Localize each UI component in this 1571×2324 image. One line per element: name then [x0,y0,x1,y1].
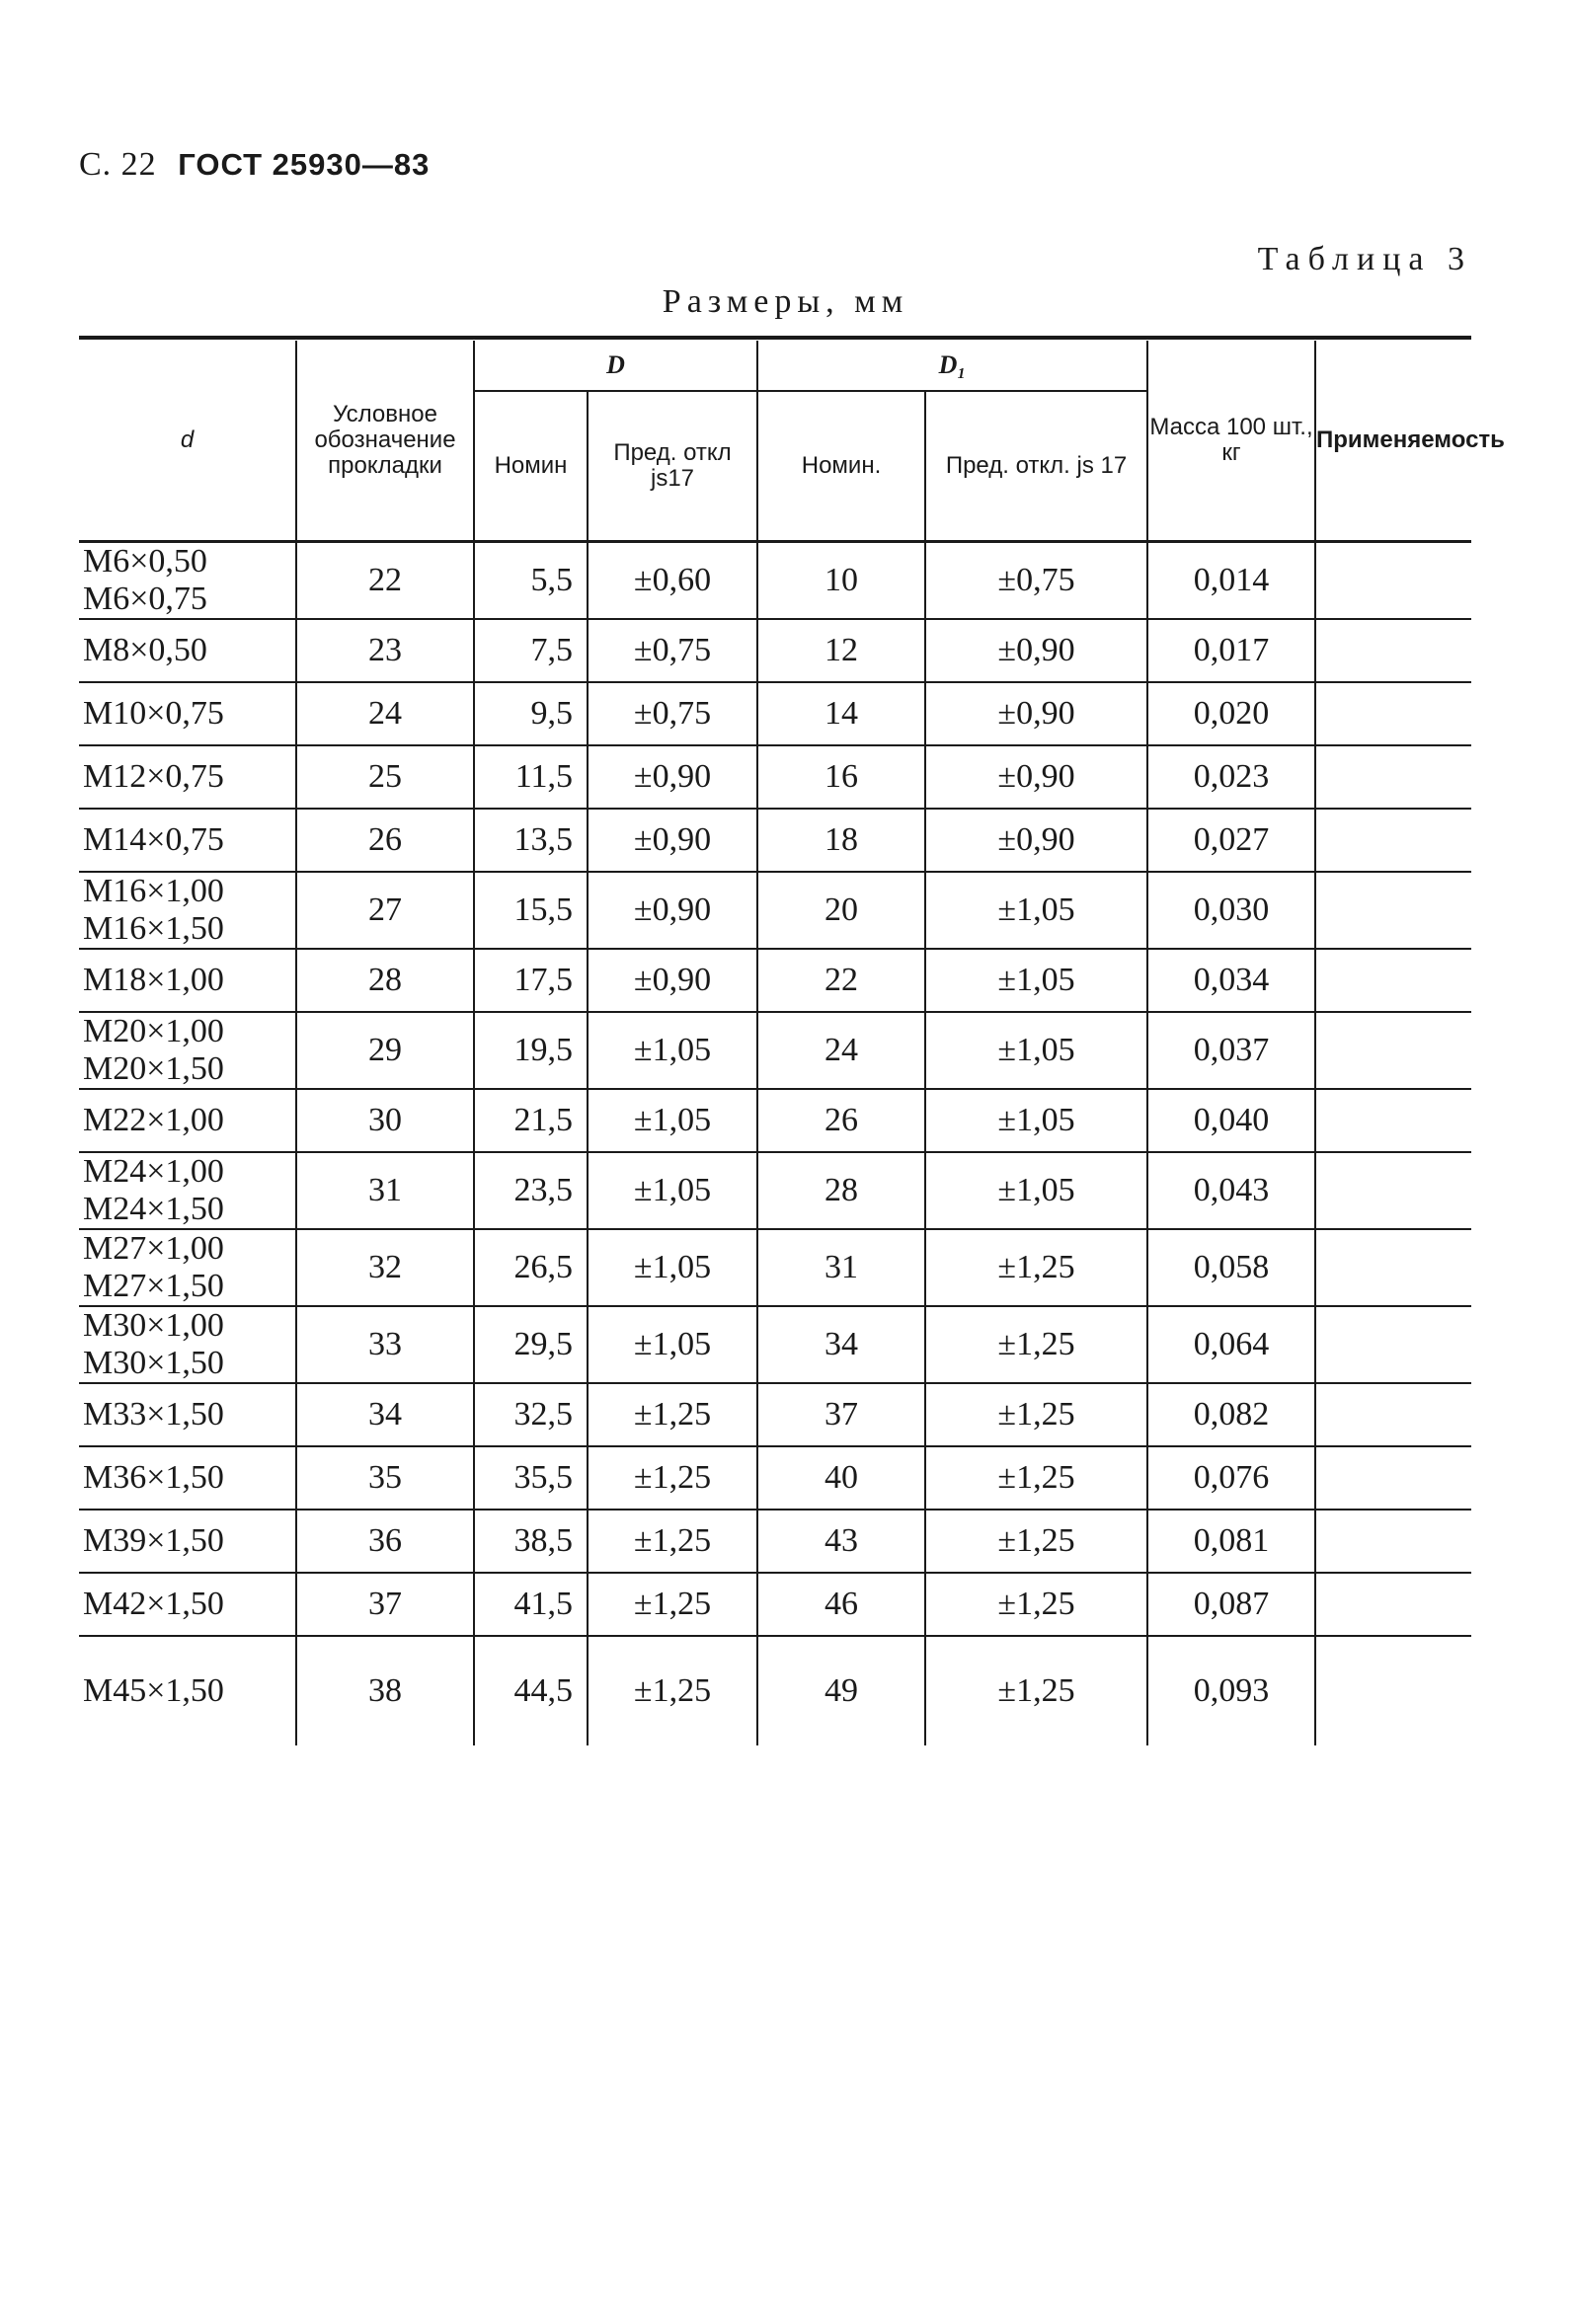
designation-cell: 29 [296,1012,474,1089]
D1-tolerance-cell: ±1,25 [925,1306,1147,1383]
designation-cell: 27 [296,872,474,949]
D-tolerance-cell: ±0,90 [588,949,757,1012]
col-D-group-header: D [474,341,757,391]
thread-size-cell [79,1446,296,1510]
thread-size: M20×1,00 [83,1013,224,1049]
designation-cell: 32 [296,1229,474,1306]
thread-size: M6×0,50 [83,543,207,580]
mass-cell: 0,037 [1147,1012,1315,1089]
designation-cell: 25 [296,745,474,809]
D1-nominal-cell: 26 [757,1089,925,1152]
page-header [79,146,430,184]
mass-cell: 0,087 [1147,1573,1315,1636]
mass-cell: 0,040 [1147,1089,1315,1152]
thread-size: M18×1,00 [83,962,224,998]
thread-size: M16×1,00 [83,873,224,909]
applicability-cell [1315,682,1471,745]
table-label: Таблица 3 [1257,241,1472,277]
thread-size-cell [79,949,296,1012]
col-D1-tolerance-header: Пред. откл. js 17 [925,391,1147,542]
thread-size-cell [79,1089,296,1152]
mass-cell: 0,093 [1147,1636,1315,1745]
D1-tolerance-cell: ±1,05 [925,872,1147,949]
table-row [79,1636,1471,1745]
applicability-cell [1315,745,1471,809]
table-row [79,682,1471,745]
D-tolerance-cell: ±1,05 [588,1229,757,1306]
D1-nominal-cell: 14 [757,682,925,745]
D-tolerance-cell: ±1,25 [588,1573,757,1636]
D-nominal-cell: 32,5 [474,1383,588,1446]
D-tolerance-cell: ±0,90 [588,872,757,949]
D1-tolerance-cell: ±0,90 [925,745,1147,809]
D1-tolerance-cell: ±1,05 [925,1012,1147,1089]
standard-number: ГОСТ 25930—83 [178,147,431,182]
table-row [79,1446,1471,1510]
D1-nominal-cell: 28 [757,1152,925,1229]
D-nominal-cell: 23,5 [474,1152,588,1229]
designation-cell: 35 [296,1446,474,1510]
applicability-cell [1315,542,1471,620]
applicability-cell [1315,1306,1471,1383]
table-row [79,542,1471,620]
designation-cell: 28 [296,949,474,1012]
thread-size: M12×0,75 [83,758,224,795]
D1-tolerance-cell: ±0,75 [925,542,1147,620]
mass-cell: 0,064 [1147,1306,1315,1383]
thread-size: M30×1,00 [83,1307,224,1344]
D1-tolerance-cell: ±1,25 [925,1383,1147,1446]
designation-cell: 33 [296,1306,474,1383]
D1-nominal-cell: 46 [757,1573,925,1636]
D1-nominal-cell: 10 [757,542,925,620]
mass-cell: 0,081 [1147,1510,1315,1573]
thread-size: M33×1,50 [83,1396,224,1433]
D-tolerance-cell: ±1,05 [588,1012,757,1089]
D1-nominal-cell: 16 [757,745,925,809]
D-tolerance-cell: ±1,05 [588,1089,757,1152]
D-tolerance-cell: ±0,90 [588,745,757,809]
thread-size: M27×1,50 [83,1268,224,1304]
applicability-cell [1315,1089,1471,1152]
designation-cell: 24 [296,682,474,745]
D1-nominal-cell: 40 [757,1446,925,1510]
thread-size: M10×0,75 [83,695,224,732]
thread-size: M6×0,75 [83,581,207,617]
D-nominal-cell: 21,5 [474,1089,588,1152]
col-applicability-header: Применяемость [1315,341,1471,542]
table-row [79,1229,1471,1306]
D-tolerance-cell: ±0,75 [588,682,757,745]
thread-size: M39×1,50 [83,1522,224,1559]
D1-nominal-cell: 34 [757,1306,925,1383]
thread-size: M30×1,50 [83,1345,224,1381]
D-tolerance-cell: ±1,05 [588,1152,757,1229]
D-nominal-cell: 5,5 [474,542,588,620]
thread-size-cell [79,809,296,872]
table-row [79,1012,1471,1089]
col-mass-header: Масса 100 шт., кг [1147,341,1315,542]
col-D-nominal-header: Номин [474,391,588,542]
D-nominal-cell: 7,5 [474,619,588,682]
D1-tolerance-cell: ±0,90 [925,809,1147,872]
D-nominal-cell: 29,5 [474,1306,588,1383]
D-tolerance-cell: ±1,25 [588,1446,757,1510]
D1-tolerance-cell: ±1,05 [925,949,1147,1012]
table-top-rule [79,336,1471,340]
table-row [79,1306,1471,1383]
table-row [79,1573,1471,1636]
thread-size-cell [79,1573,296,1636]
D-nominal-cell: 9,5 [474,682,588,745]
table-row [79,872,1471,949]
D1-tolerance-cell: ±1,05 [925,1152,1147,1229]
D-nominal-cell: 15,5 [474,872,588,949]
D1-nominal-cell: 31 [757,1229,925,1306]
thread-size-cell [79,1012,296,1089]
designation-cell: 37 [296,1573,474,1636]
thread-size: M45×1,50 [83,1672,224,1709]
applicability-cell [1315,1012,1471,1089]
applicability-cell [1315,1446,1471,1510]
thread-size: M24×1,50 [83,1191,224,1227]
D1-tolerance-cell: ±1,05 [925,1089,1147,1152]
applicability-cell [1315,619,1471,682]
table-row [79,949,1471,1012]
mass-cell: 0,023 [1147,745,1315,809]
D-tolerance-cell: ±0,75 [588,619,757,682]
D-nominal-cell: 35,5 [474,1446,588,1510]
D-tolerance-cell: ±0,60 [588,542,757,620]
col-D-tolerance-header: Пред. откл js17 [588,391,757,542]
applicability-cell [1315,1510,1471,1573]
dimensions-table [79,341,1505,1745]
designation-cell: 34 [296,1383,474,1446]
D1-tolerance-cell: ±1,25 [925,1573,1147,1636]
D-nominal-cell: 19,5 [474,1012,588,1089]
designation-cell: 38 [296,1636,474,1745]
D-tolerance-cell: ±1,25 [588,1510,757,1573]
applicability-cell [1315,1229,1471,1306]
D1-nominal-cell: 49 [757,1636,925,1745]
thread-size-cell [79,1383,296,1446]
D-tolerance-cell: ±1,05 [588,1306,757,1383]
thread-size: M20×1,50 [83,1050,224,1087]
D1-nominal-cell: 22 [757,949,925,1012]
thread-size-cell [79,619,296,682]
col-designation-header: Условное обозначение прокладки [296,341,474,542]
D-nominal-cell: 41,5 [474,1573,588,1636]
thread-size: M14×0,75 [83,821,224,858]
mass-cell: 0,030 [1147,872,1315,949]
mass-cell: 0,043 [1147,1152,1315,1229]
mass-cell: 0,027 [1147,809,1315,872]
thread-size: M24×1,00 [83,1153,224,1190]
thread-size-cell [79,682,296,745]
D1-nominal-cell: 20 [757,872,925,949]
applicability-cell [1315,809,1471,872]
designation-cell: 22 [296,542,474,620]
table-row [79,619,1471,682]
col-D1-nominal-header: Номин. [757,391,925,542]
applicability-cell [1315,949,1471,1012]
D-nominal-cell: 38,5 [474,1510,588,1573]
D1-nominal-cell: 24 [757,1012,925,1089]
D-nominal-cell: 13,5 [474,809,588,872]
applicability-cell [1315,872,1471,949]
designation-cell: 30 [296,1089,474,1152]
D1-nominal-cell: 12 [757,619,925,682]
table-row [79,1089,1471,1152]
applicability-cell [1315,1636,1471,1745]
applicability-cell [1315,1152,1471,1229]
mass-cell: 0,058 [1147,1229,1315,1306]
table-row [79,809,1471,872]
units-title: Размеры, мм [662,283,909,320]
D1-nominal-cell: 43 [757,1510,925,1573]
thread-size: M36×1,50 [83,1459,224,1496]
D-nominal-cell: 44,5 [474,1636,588,1745]
thread-size-cell [79,745,296,809]
D1-nominal-cell: 37 [757,1383,925,1446]
table-row [79,1383,1471,1446]
D-tolerance-cell: ±0,90 [588,809,757,872]
D-tolerance-cell: ±1,25 [588,1383,757,1446]
thread-size-cell [79,542,296,620]
D1-tolerance-cell: ±1,25 [925,1510,1147,1573]
D-tolerance-cell: ±1,25 [588,1636,757,1745]
table-row [79,1152,1471,1229]
designation-cell: 26 [296,809,474,872]
thread-size: M16×1,50 [83,910,224,947]
thread-size-cell [79,1152,296,1229]
applicability-cell [1315,1573,1471,1636]
mass-cell: 0,082 [1147,1383,1315,1446]
table-row [79,1510,1471,1573]
thread-size-cell [79,1510,296,1573]
table-row [79,745,1471,809]
designation-cell: 31 [296,1152,474,1229]
designation-cell: 36 [296,1510,474,1573]
D1-tolerance-cell: ±1,25 [925,1636,1147,1745]
thread-size-cell [79,1306,296,1383]
mass-cell: 0,034 [1147,949,1315,1012]
D1-tolerance-cell: ±0,90 [925,619,1147,682]
applicability-cell [1315,1383,1471,1446]
D1-tolerance-cell: ±1,25 [925,1446,1147,1510]
thread-size: M27×1,00 [83,1230,224,1267]
col-d-header: d [79,341,296,542]
thread-size: M22×1,00 [83,1102,224,1138]
designation-cell: 23 [296,619,474,682]
thread-size-cell [79,872,296,949]
thread-size-cell [79,1636,296,1745]
page-label: С. 22 [79,146,157,183]
thread-size: M8×0,50 [83,632,207,668]
mass-cell: 0,014 [1147,542,1315,620]
D-nominal-cell: 17,5 [474,949,588,1012]
thread-size-cell [79,1229,296,1306]
mass-cell: 0,076 [1147,1446,1315,1510]
D1-tolerance-cell: ±0,90 [925,682,1147,745]
mass-cell: 0,017 [1147,619,1315,682]
D-nominal-cell: 26,5 [474,1229,588,1306]
D1-nominal-cell: 18 [757,809,925,872]
D1-tolerance-cell: ±1,25 [925,1229,1147,1306]
col-D1-group-header: D₁ [757,341,1147,391]
mass-cell: 0,020 [1147,682,1315,745]
thread-size: M42×1,50 [83,1586,224,1622]
D-nominal-cell: 11,5 [474,745,588,809]
